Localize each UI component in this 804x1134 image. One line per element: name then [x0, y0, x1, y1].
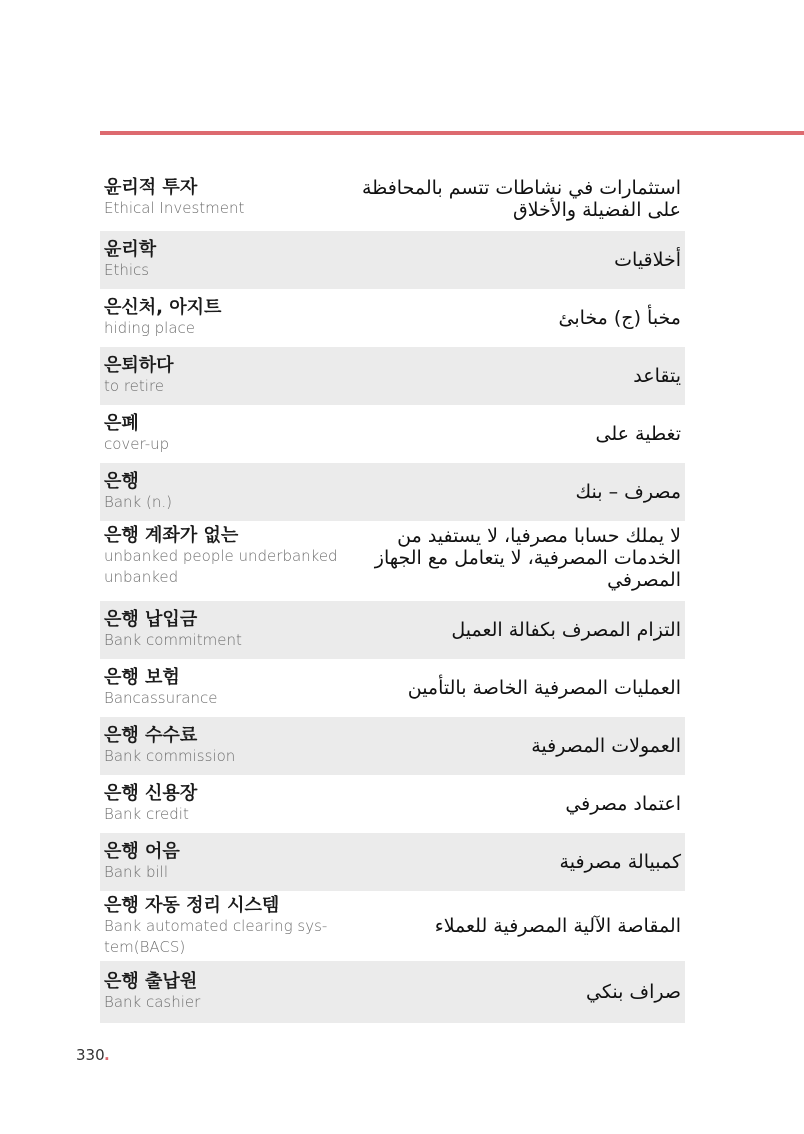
korean-term: 은신처, 아지트 — [104, 297, 222, 318]
english-term: Bank credit — [104, 805, 189, 823]
arabic-term: مصرف – بنك — [575, 481, 681, 503]
entry-terms — [104, 525, 339, 588]
korean-term: 은퇴하다 — [104, 355, 174, 376]
english-term: Bank bill — [104, 863, 168, 881]
glossary-entry — [100, 231, 685, 289]
korean-term: 은행 어음 — [104, 841, 180, 862]
arabic-term: يتقاعد — [633, 365, 681, 387]
english-term: Bank cashier — [104, 993, 201, 1011]
korean-term: 은행 — [104, 471, 139, 492]
english-term: Ethical Investment — [104, 199, 245, 217]
glossary-entry — [100, 347, 685, 405]
entry-terms — [104, 783, 339, 825]
arabic-term: كمبيالة مصرفية — [559, 851, 681, 873]
english-term: Bank commission — [104, 747, 236, 765]
entry-terms — [104, 667, 339, 709]
arabic-term: العمليات المصرفية الخاصة بالتأمين — [407, 677, 681, 699]
entry-terms — [104, 841, 339, 883]
arabic-term: مخبأ (ج) مخابئ — [558, 307, 681, 329]
korean-term: 은행 계좌가 없는 — [104, 525, 239, 546]
entry-terms — [104, 725, 339, 767]
page-number-dot: . — [104, 1046, 110, 1064]
korean-term: 윤리학 — [104, 239, 157, 260]
korean-term: 은행 신용장 — [104, 783, 198, 804]
entry-terms — [104, 239, 339, 281]
arabic-term: استثمارات في نشاطات تتسم بالمحافظة على الفضيلة والأخلاق — [361, 177, 681, 221]
korean-term: 은행 자동 정리 시스템 — [104, 894, 280, 916]
english-term: Bank (n.) — [104, 493, 172, 511]
korean-term: 은행 출납원 — [104, 971, 198, 992]
arabic-term: اعتماد مصرفي — [565, 793, 681, 815]
english-term: Bank automated clearing sys-tem(BACS) — [104, 916, 328, 956]
glossary-table — [100, 173, 685, 1023]
entry-terms — [104, 413, 339, 455]
english-term: Ethics — [104, 261, 150, 279]
korean-term: 은폐 — [104, 413, 139, 434]
arabic-term: العمولات المصرفية — [531, 735, 681, 757]
entry-terms — [104, 355, 339, 397]
glossary-entry — [100, 463, 685, 521]
korean-term: 은행 보험 — [104, 667, 180, 688]
arabic-term: تغطية على — [595, 423, 681, 445]
glossary-entry — [100, 659, 685, 717]
entry-terms — [104, 471, 339, 513]
entry-terms — [104, 297, 339, 339]
english-term: Bancassurance — [104, 689, 218, 707]
glossary-entry — [100, 173, 685, 231]
glossary-entry — [100, 289, 685, 347]
glossary-entry — [100, 775, 685, 833]
glossary-entry — [100, 717, 685, 775]
entry-terms — [104, 609, 339, 651]
english-term: hiding place — [104, 319, 195, 337]
entry-terms — [104, 177, 339, 219]
glossary-entry — [100, 891, 685, 961]
arabic-term: لا يملك حسابا مصرفيا، لا يستفيد من الخدمات المصرفية، لا يتعامل مع الجهاز المصرفي — [374, 525, 681, 591]
entry-terms — [104, 895, 339, 958]
arabic-term: أخلاقيات — [614, 249, 681, 271]
glossary-entry — [100, 833, 685, 891]
korean-term: 은행 수수료 — [104, 725, 198, 746]
top-accent-rule — [100, 131, 804, 135]
english-term: cover-up — [104, 435, 170, 453]
korean-term: 은행 납입금 — [104, 609, 198, 630]
arabic-term: المقاصة الآلية المصرفية للعملاء — [434, 915, 681, 937]
entry-terms — [104, 971, 339, 1013]
korean-term: 윤리적 투자 — [104, 177, 198, 198]
glossary-entry — [100, 405, 685, 463]
glossary-entry — [100, 601, 685, 659]
arabic-term: صراف بنكي — [586, 981, 681, 1003]
page-number: 330 — [76, 1046, 105, 1064]
english-term: Bank commitment — [104, 631, 242, 649]
english-term: to retire — [104, 377, 165, 395]
english-term: unbanked people underbanked unbanked — [104, 547, 338, 586]
glossary-entry — [100, 961, 685, 1023]
arabic-term: التزام المصرف بكفالة العميل — [451, 619, 681, 641]
glossary-entry — [100, 521, 685, 601]
